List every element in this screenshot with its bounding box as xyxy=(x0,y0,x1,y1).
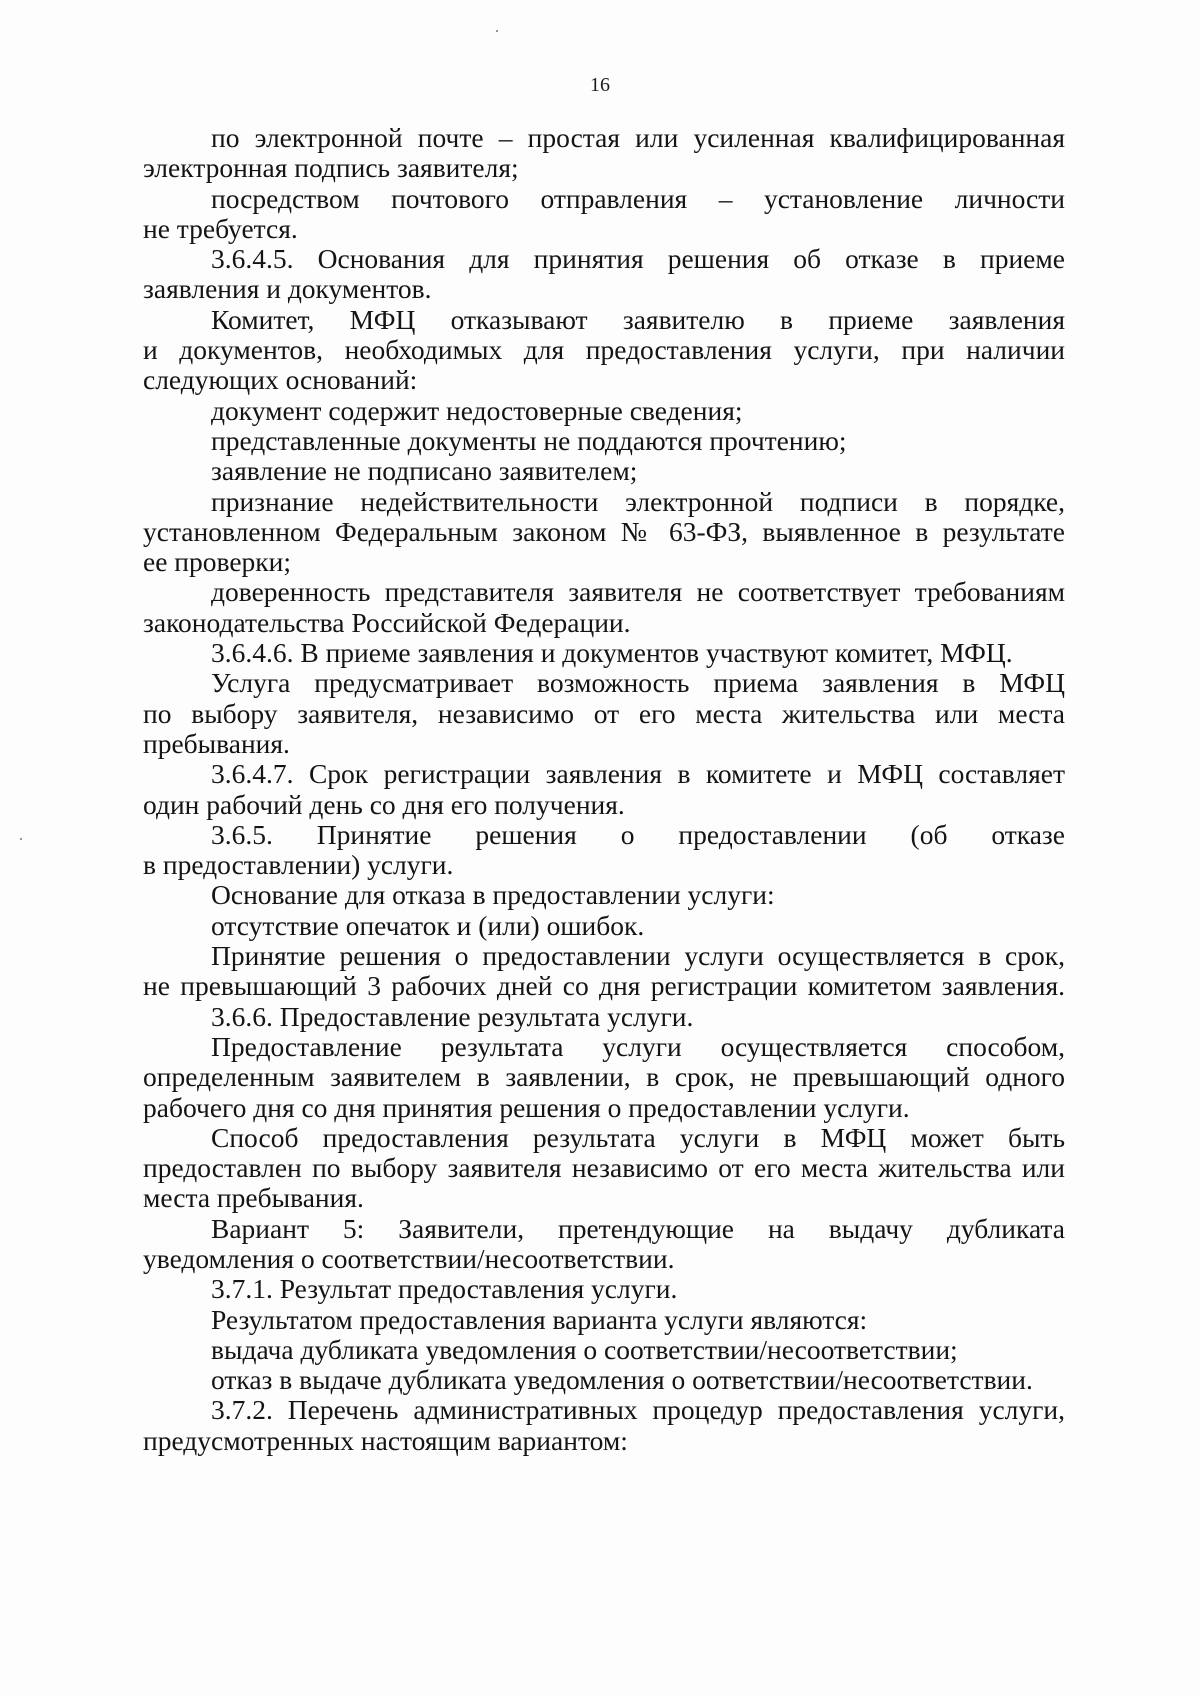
text-line: 3.7.1. Результат предоставления услуги. xyxy=(211,1273,678,1305)
text-line: доверенность представителя заявителя не соответствует требованиям xyxy=(211,576,1065,608)
text-line: законодательства Российской Федерации. xyxy=(143,606,631,638)
text-line: предусмотренных настоящим вариантом: xyxy=(143,1424,628,1456)
text-line: заявление не подписано заявителем; xyxy=(211,455,638,487)
text-line: установленном Федеральным законом № 63-ФЗ, выявленное в результате xyxy=(143,515,1065,547)
text-line: один рабочий день со дня его получения. xyxy=(143,788,625,820)
text-line: Вариант 5: Заявители, претендующие на выдачу дубликата xyxy=(211,1212,1065,1244)
text-line: 3.6.4.5. Основания для принятия решения об отказе в приеме xyxy=(211,243,1065,275)
text-line: представленные документы не поддаются прочтению; xyxy=(211,424,847,456)
text-line: Комитет, МФЦ отказывают заявителю в приеме заявления xyxy=(211,303,1065,335)
text-line: Принятие решения о предоставлении услуги осуществляется в срок, xyxy=(211,940,1065,972)
text-line: 3.6.4.6. В приеме заявления и документов участвуют комитет, МФЦ. xyxy=(211,637,1013,669)
text-line: ее проверки; xyxy=(143,546,292,578)
text-line: предоставлен по выбору заявителя независимо от его места жительства или xyxy=(143,1152,1065,1184)
document-body xyxy=(143,123,1065,1456)
page-number: 16 xyxy=(590,74,610,96)
text-line: не требуется. xyxy=(143,212,298,244)
text-line: следующих оснований: xyxy=(143,364,418,396)
text-line: и документов, необходимых для предоставления услуги, при наличии xyxy=(143,334,1065,366)
text-line: места пребывания. xyxy=(143,1182,364,1214)
text-line: 3.6.5. Принятие решения о предоставлении (об отказе xyxy=(211,818,1065,850)
text-line: 3.7.2. Перечень административных процедур предоставления услуги, xyxy=(211,1394,1065,1426)
text-line: Услуга предусматривает возможность приема заявления в МФЦ xyxy=(211,667,1065,699)
scan-speck xyxy=(496,30,498,32)
text-line: по электронной почте – простая или усиленная квалифицированная xyxy=(211,122,1065,153)
text-line: 3.6.6. Предоставление результата услуги. xyxy=(211,1000,694,1032)
text-line: в предоставлении) услуги. xyxy=(143,849,454,881)
text-line: не превышающий 3 рабочих дней со дня регистрации комитетом заявления. xyxy=(143,970,1065,1002)
text-line: отказ в выдаче дубликата уведомления о оответствии/несоответствии. xyxy=(211,1364,1033,1396)
text-line: документ содержит недостоверные сведения; xyxy=(211,394,743,426)
text-line: определенным заявителем в заявлении, в срок, не превышающий одного xyxy=(143,1061,1065,1093)
text-line: Способ предоставления результата услуги в МФЦ может быть xyxy=(211,1121,1065,1153)
text-line: посредством почтового отправления – установление личности xyxy=(211,182,1065,214)
text-line: 3.6.4.7. Срок регистрации заявления в комитете и МФЦ составляет xyxy=(211,758,1065,790)
text-line: пребывания. xyxy=(143,727,290,759)
text-line: заявления и документов. xyxy=(143,273,432,305)
text-line: по выбору заявителя, независимо от его места жительства или места xyxy=(143,697,1065,729)
text-line: Результатом предоставления варианта услуги являются: xyxy=(211,1303,868,1335)
text-line: рабочего дня со дня принятия решения о предоставлении услуги. xyxy=(143,1091,910,1123)
text-line: электронная подпись заявителя; xyxy=(143,152,519,184)
text-line: выдача дубликата уведомления о соответствии/несоответствии; xyxy=(211,1333,958,1365)
text-line: уведомления о соответствии/несоответствии. xyxy=(143,1242,675,1274)
text-line: Предоставление результата услуги осуществляется способом, xyxy=(211,1030,1065,1062)
text-line: Основание для отказа в предоставлении услуги: xyxy=(211,879,775,911)
scan-speck xyxy=(20,838,22,840)
text-line: признание недействительности электронной подписи в порядке, xyxy=(211,485,1065,517)
text-line: отсутствие опечаток и (или) ошибок. xyxy=(211,909,645,941)
